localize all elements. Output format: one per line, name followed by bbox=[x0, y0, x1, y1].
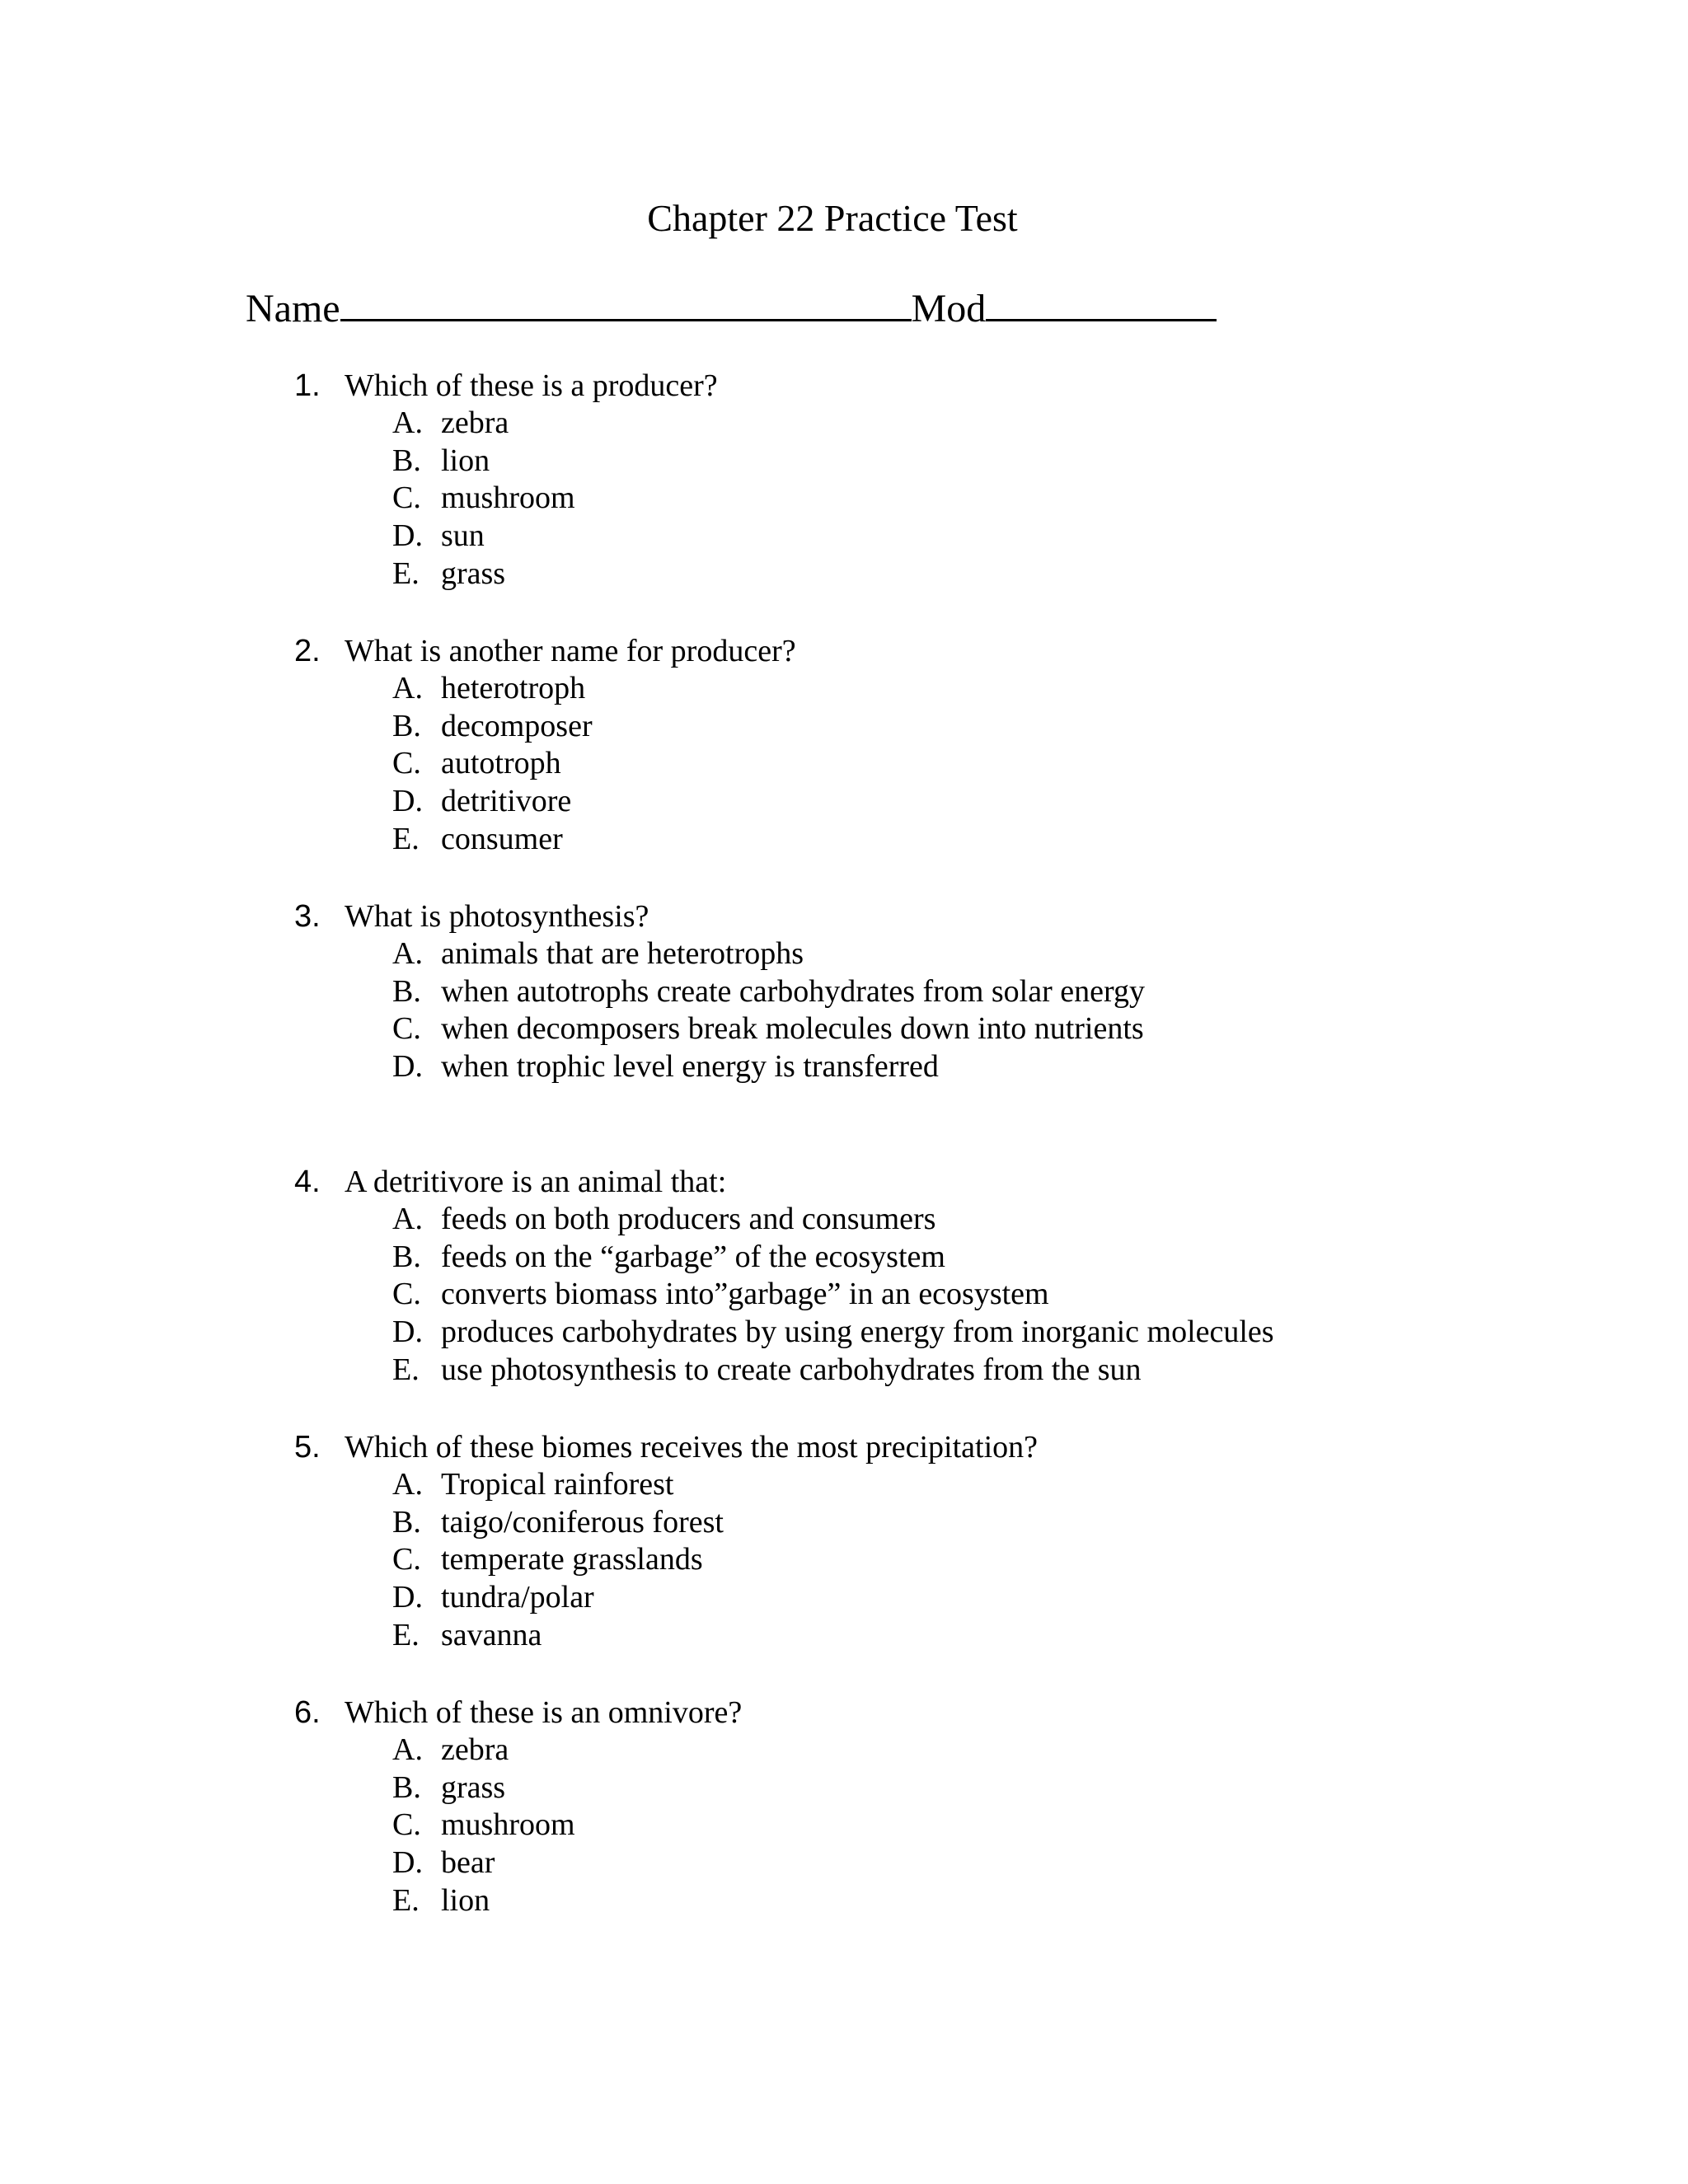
choice-text: produces carbohydrates by using energy from inorganic molecules bbox=[441, 1315, 1274, 1350]
choice-letter: C. bbox=[392, 1807, 421, 1843]
choice-letter: E. bbox=[392, 1617, 420, 1652]
choice-letter: B. bbox=[392, 1769, 421, 1805]
choice-letter: D. bbox=[392, 1315, 423, 1350]
question-text: What is another name for producer? bbox=[345, 634, 796, 668]
choice-text: sun bbox=[441, 518, 485, 554]
question-6 bbox=[0, 1694, 1688, 1959]
choice-letter: C. bbox=[392, 1542, 421, 1577]
choice-letter: E. bbox=[392, 821, 420, 856]
choice-text: bear bbox=[441, 1845, 495, 1881]
name-label: Name bbox=[246, 287, 340, 330]
choice-letter: B. bbox=[392, 973, 421, 1009]
choice-text: tundra/polar bbox=[441, 1580, 594, 1615]
choice-letter: B. bbox=[392, 443, 421, 478]
choice-text: temperate grasslands bbox=[441, 1542, 703, 1577]
question-1 bbox=[0, 367, 1688, 632]
choice-letter: C. bbox=[392, 480, 421, 516]
question-2 bbox=[0, 632, 1688, 898]
question-text: Which of these is a producer? bbox=[345, 368, 718, 403]
question-text: Which of these is an omnivore? bbox=[345, 1695, 743, 1730]
choice-letter: E. bbox=[392, 1882, 420, 1918]
choice-text: detritivore bbox=[441, 784, 572, 819]
choice-letter: B. bbox=[392, 1504, 421, 1540]
choice-text: mushroom bbox=[441, 480, 575, 516]
choice-text: mushroom bbox=[441, 1807, 575, 1843]
choice-text: Tropical rainforest bbox=[441, 1467, 674, 1502]
name-blank-line[interactable] bbox=[340, 283, 912, 321]
choice-letter: D. bbox=[392, 518, 423, 554]
choice-letter: C. bbox=[392, 746, 421, 781]
choice-letter: D. bbox=[392, 784, 423, 819]
choice-text: lion bbox=[441, 443, 490, 478]
choice-letter: A. bbox=[392, 1202, 423, 1236]
choice-letter: A. bbox=[392, 936, 423, 971]
question-text: A detritivore is an animal that: bbox=[345, 1165, 727, 1199]
question-list bbox=[0, 367, 1688, 1959]
choice-text: when autotrophs create carbohydrates from solar energy bbox=[441, 973, 1145, 1009]
choice-letter: C. bbox=[392, 1011, 421, 1047]
mod-label: Mod bbox=[911, 287, 987, 330]
question-number: 2. bbox=[294, 634, 321, 668]
choice-letter: D. bbox=[392, 1845, 423, 1881]
question-number: 4. bbox=[294, 1165, 321, 1199]
choice-letter: A. bbox=[392, 1732, 423, 1767]
choice-text: grass bbox=[441, 1769, 506, 1805]
choice-letter: D. bbox=[392, 1580, 423, 1615]
choice-text: converts biomass into”garbage” in an ecosystem bbox=[441, 1277, 1049, 1312]
choice-text: taigo/coniferous forest bbox=[441, 1504, 724, 1540]
question-number: 6. bbox=[294, 1695, 321, 1730]
mod-blank-line[interactable] bbox=[986, 283, 1217, 321]
choice-letter: A. bbox=[392, 1467, 423, 1502]
choice-text: animals that are heterotrophs bbox=[441, 936, 804, 971]
page-title: Chapter 22 Practice Test bbox=[647, 197, 1018, 239]
choice-letter: E. bbox=[392, 1352, 420, 1387]
question-4 bbox=[0, 1163, 1688, 1428]
choice-letter: B. bbox=[392, 1239, 421, 1274]
question-number: 3. bbox=[294, 899, 321, 934]
choice-letter: C. bbox=[392, 1277, 421, 1312]
choice-letter: A. bbox=[392, 671, 423, 705]
question-5 bbox=[0, 1428, 1688, 1694]
question-text: What is photosynthesis? bbox=[345, 899, 649, 934]
choice-text: heterotroph bbox=[441, 671, 586, 705]
choice-text: feeds on the “garbage” of the ecosystem bbox=[441, 1239, 945, 1274]
choice-text: lion bbox=[441, 1882, 490, 1918]
choice-text: when decomposers break molecules down into nutrients bbox=[441, 1011, 1144, 1047]
question-number: 1. bbox=[294, 368, 321, 403]
choice-text: autotroph bbox=[441, 746, 561, 781]
question-number: 5. bbox=[294, 1430, 321, 1465]
choice-text: savanna bbox=[441, 1617, 542, 1652]
choice-text: zebra bbox=[441, 405, 509, 440]
choice-text: use photosynthesis to create carbohydrates from the sun bbox=[441, 1352, 1142, 1387]
choice-text: when trophic level energy is transferred bbox=[441, 1049, 939, 1085]
question-text: Which of these biomes receives the most precipitation? bbox=[345, 1430, 1038, 1465]
choice-letter: E. bbox=[392, 555, 420, 591]
name-mod-row bbox=[246, 283, 1217, 332]
choice-text: grass bbox=[441, 555, 506, 591]
choice-letter: D. bbox=[392, 1049, 423, 1085]
choice-letter: A. bbox=[392, 405, 423, 440]
choice-letter: B. bbox=[392, 708, 421, 743]
question-3 bbox=[0, 898, 1688, 1163]
choice-text: decomposer bbox=[441, 708, 593, 743]
choice-text: zebra bbox=[441, 1732, 509, 1767]
choice-text: consumer bbox=[441, 821, 563, 856]
choice-text: feeds on both producers and consumers bbox=[441, 1202, 936, 1236]
